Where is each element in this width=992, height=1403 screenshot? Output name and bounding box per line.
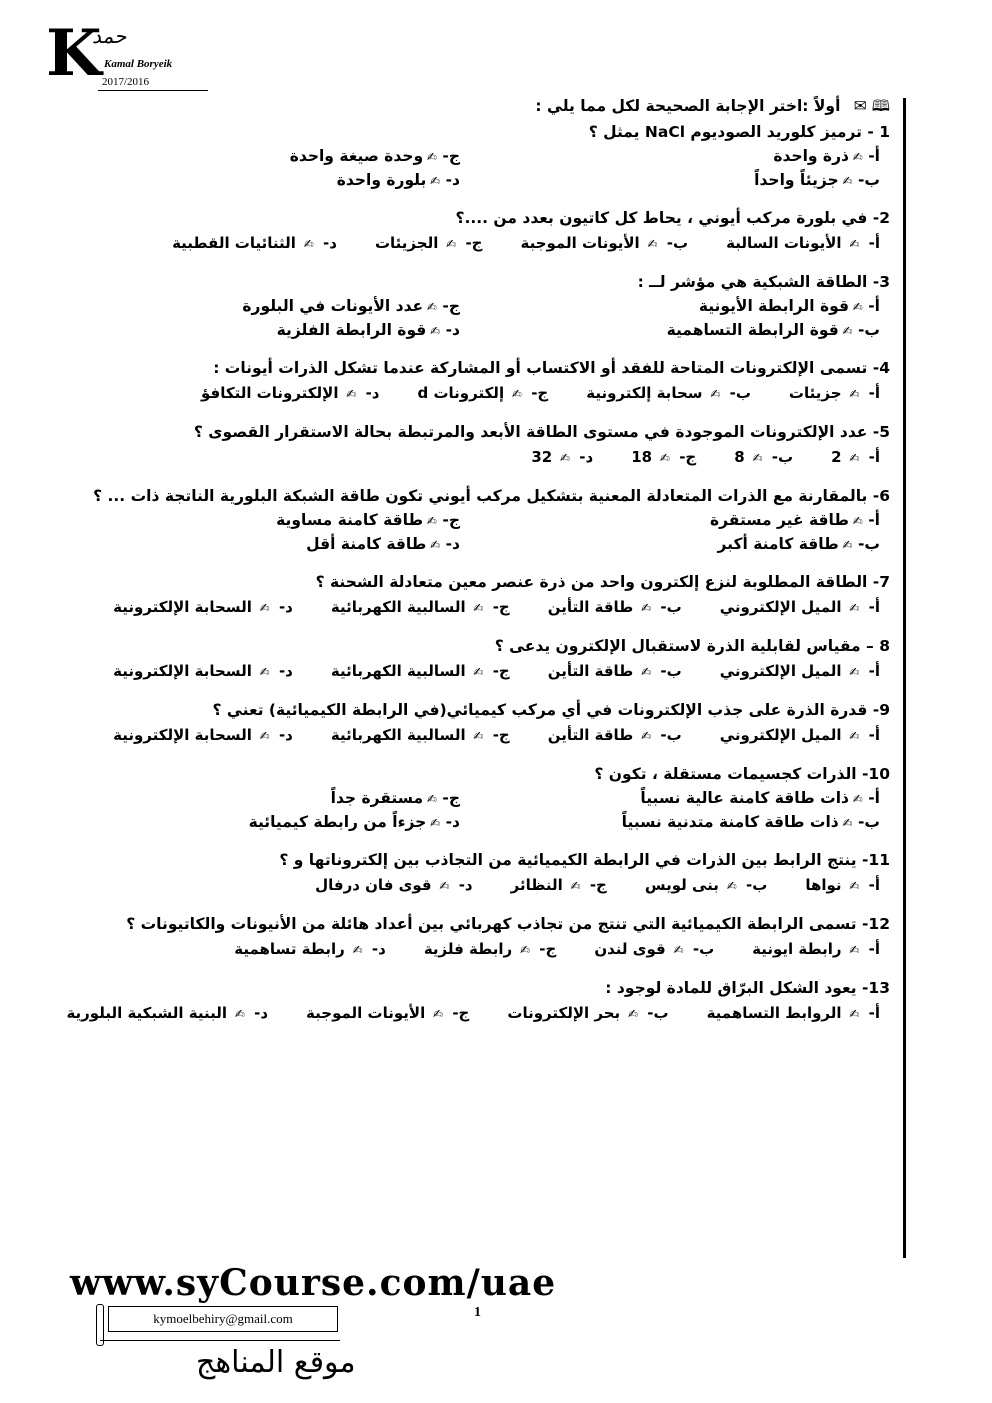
- choice-text: قوة الرابطة الأيونية: [698, 297, 849, 315]
- pen-icon: ✍: [845, 665, 860, 679]
- question-stem: 13- يعود الشكل البرّاق للمادة لوجود :: [605, 979, 890, 997]
- choice-letter: ج-: [487, 598, 510, 616]
- choice-text: طاقة كامنة أقل: [306, 535, 427, 553]
- choice-line: [90, 594, 890, 620]
- question-stem: 12- تسمى الرابطة الكيميائية التي تنتج من تجاذب كهربائي بين أعداد هائلة من الأنيونات والكاتيونات ؟: [126, 915, 890, 933]
- choice-letter: ب-: [852, 321, 880, 339]
- choice-text: طاقة التأين: [547, 598, 634, 616]
- pen-icon: ✍: [706, 387, 721, 401]
- choice-letter: أ-: [863, 384, 880, 402]
- answer-choice: [109, 726, 293, 744]
- choice-row: [90, 294, 890, 318]
- pen-icon: ✍: [848, 300, 863, 314]
- question-stem: 5- عدد الإلكترونات الموجودة في مستوى الطاقة الأبعد والمرتبطة بحالة الاستقرار القصوى ؟: [193, 423, 890, 441]
- author-email: kymoelbehiry@gmail.com: [108, 1306, 338, 1332]
- choice-text: جزءاً من رابطة كيميائية: [248, 813, 427, 831]
- pen-icon: ✍: [643, 237, 658, 251]
- answer-choice: [785, 384, 880, 402]
- choice-line: [90, 872, 890, 898]
- pen-icon: ✍: [426, 538, 441, 552]
- pen-icon: ✍: [637, 601, 652, 615]
- choice-text: السالبية الكهربائية: [330, 726, 466, 744]
- answer-choice: [109, 662, 293, 680]
- choice-letter: ب-: [852, 813, 880, 831]
- pen-icon: ✍: [722, 879, 737, 893]
- choice-line: [90, 722, 890, 748]
- choice-letter: د-: [273, 598, 293, 616]
- choice-text: الميل الإلكتروني: [719, 662, 842, 680]
- question-10: [90, 762, 890, 834]
- choice-letter: د-: [440, 321, 460, 339]
- choice-letter: أ-: [863, 876, 880, 894]
- answer-choice: [544, 598, 682, 616]
- answer-choice: [90, 294, 490, 318]
- question-5: [90, 420, 890, 470]
- pen-icon: ✍: [838, 538, 853, 552]
- choice-letter: ج-: [487, 726, 510, 744]
- pen-icon: ✍: [348, 943, 363, 957]
- choice-text: البنية الشبكية البلورية: [66, 1004, 228, 1022]
- choice-letter: د-: [366, 940, 386, 958]
- choice-text: سحابة إلكترونية: [586, 384, 703, 402]
- pen-icon: ✍: [469, 729, 484, 743]
- choice-text: بنى لويس: [644, 876, 719, 894]
- choice-letter: د-: [273, 726, 293, 744]
- choice-text: 2: [831, 448, 842, 466]
- pen-icon: ✍: [423, 300, 437, 314]
- choice-line: [90, 936, 890, 962]
- answer-choice: [327, 726, 510, 744]
- choice-line: [66, 1000, 890, 1026]
- watermark-url: www.syCourse.com/uae: [70, 1262, 557, 1304]
- choice-letter: ب-: [655, 726, 682, 744]
- pen-icon: ✍: [231, 1007, 245, 1021]
- choice-text: الأيونات الموجبة: [520, 234, 640, 252]
- choice-line: [90, 658, 890, 684]
- answer-choice: [716, 662, 880, 680]
- pen-icon: ✍: [442, 237, 457, 251]
- question-6: [90, 484, 890, 556]
- answer-choice: [716, 598, 880, 616]
- answer-choice: [748, 940, 880, 958]
- question-stem: 1 - ترميز كلوريد الصوديوم NaCl يمثل ؟: [588, 123, 890, 141]
- pen-icon: ✍: [838, 174, 853, 188]
- choice-text: ذرة واحدة: [773, 147, 849, 165]
- choice-text: قوة الرابطة الفلزية: [276, 321, 427, 339]
- choice-text: 32: [531, 448, 553, 466]
- pen-icon: ✍: [848, 792, 863, 806]
- answer-choice: [582, 384, 751, 402]
- pen-icon: ✍: [845, 729, 860, 743]
- worksheet: [66, 92, 890, 1026]
- choice-letter: أ-: [862, 511, 880, 529]
- choice-text: قوى فان درفال: [315, 876, 432, 894]
- choice-row: [90, 508, 890, 532]
- answer-choice: [109, 598, 293, 616]
- answer-choice: [507, 876, 607, 894]
- question-list: [66, 120, 890, 1026]
- answer-choice: [490, 786, 890, 810]
- choice-letter: ب-: [655, 598, 682, 616]
- answer-choice: [490, 508, 890, 532]
- pen-icon: ✍: [838, 816, 853, 830]
- choice-text: بلورة واحدة: [336, 171, 427, 189]
- school-year: 2017/2016: [102, 76, 150, 88]
- pen-icon: ✍: [469, 601, 484, 615]
- choice-letter: أ-: [863, 940, 880, 958]
- question-2: [90, 206, 890, 256]
- answer-choice: [641, 876, 767, 894]
- choice-letter: ب-: [724, 384, 751, 402]
- answer-choice: [716, 726, 880, 744]
- pen-icon: ✍: [637, 665, 652, 679]
- answer-choice: [414, 384, 549, 402]
- answer-choice: [627, 448, 696, 466]
- choice-letter: د-: [574, 448, 594, 466]
- choice-letter: ج-: [487, 662, 510, 680]
- question-12: [90, 912, 890, 962]
- answer-choice: [730, 448, 793, 466]
- pen-icon: ✍: [845, 601, 860, 615]
- pen-icon: ✍: [426, 324, 441, 338]
- page-number: 1: [474, 1305, 481, 1320]
- answer-choice: [197, 384, 380, 402]
- choice-text: مستقرة جداً: [330, 789, 424, 807]
- choice-row: [90, 168, 890, 192]
- answer-choice: [490, 168, 890, 192]
- choice-text: الأيونات السالبة: [726, 234, 842, 252]
- choice-letter: ج-: [460, 234, 483, 252]
- answer-choice: [517, 234, 689, 252]
- choice-letter: د-: [440, 535, 460, 553]
- choice-text: عدد الأيونات في البلورة: [242, 297, 424, 315]
- choice-row: [90, 144, 890, 168]
- pen-icon: ✍: [516, 943, 531, 957]
- pen-icon: ✍: [848, 514, 863, 528]
- choice-letter: ب-: [852, 171, 880, 189]
- choice-letter: ب-: [687, 940, 715, 958]
- question-stem: 4- تسمى الإلكترونات المتاحة للفقد أو الاكتساب أو المشاركة عندما تشكل الذرات أيونات :: [213, 359, 890, 377]
- answer-choice: [827, 448, 880, 466]
- logo-letter: K: [46, 16, 102, 91]
- section-title: أولاً :اختر الإجابة الصحيحة لكل مما يلي :: [535, 97, 841, 115]
- choice-text: إلكترونات d: [417, 384, 505, 402]
- choice-text: ذات طاقة كامنة متدنية نسبياً: [621, 813, 839, 831]
- answer-choice: [90, 168, 490, 192]
- question-stem: 8 – مقياس لقابلية الذرة لاستقبال الإلكترون يدعى ؟: [494, 637, 890, 655]
- question-7: [90, 570, 890, 620]
- choice-letter: د-: [248, 1004, 269, 1022]
- pen-icon: ✍: [299, 237, 314, 251]
- answer-choice: [590, 940, 714, 958]
- pen-icon: ✍: [423, 792, 437, 806]
- choice-row: [90, 318, 890, 342]
- answer-choice: [722, 234, 880, 252]
- choice-text: قوة الرابطة التساهمية: [666, 321, 839, 339]
- choice-letter: أ-: [863, 726, 880, 744]
- choice-letter: د-: [273, 662, 293, 680]
- choice-letter: أ-: [863, 234, 880, 252]
- answer-choice: [490, 532, 890, 556]
- choice-text: جزيئات: [788, 384, 842, 402]
- pen-icon: ✍: [423, 150, 437, 164]
- logo-signature: حمد: [92, 24, 127, 48]
- choice-text: طاقة كامنة مساوية: [276, 511, 424, 529]
- choice-letter: ج-: [673, 448, 697, 466]
- choice-text: الإلكترونات التكافؤ: [200, 384, 339, 402]
- choice-text: طاقة التأين: [547, 726, 634, 744]
- choice-letter: ب-: [642, 1004, 669, 1022]
- choice-letter: أ-: [862, 147, 880, 165]
- choice-letter: ب-: [766, 448, 794, 466]
- scroll-ornament-line: [100, 1340, 340, 1341]
- choice-line: [90, 380, 890, 406]
- pen-icon: ✍: [838, 324, 853, 338]
- pen-icon: ✍: [255, 665, 270, 679]
- answer-choice: [490, 294, 890, 318]
- choice-letter: ج-: [436, 147, 460, 165]
- choice-text: ذات طاقة كامنة عالية نسبياً: [640, 789, 849, 807]
- choice-line: [90, 444, 890, 470]
- answer-choice: [490, 810, 890, 834]
- answer-choice: [327, 598, 510, 616]
- book-mail-icon: 🕮 ✉: [853, 97, 890, 115]
- choice-letter: ج-: [436, 789, 460, 807]
- choice-letter: ج-: [447, 1004, 470, 1022]
- choice-letter: ب-: [740, 876, 768, 894]
- answer-choice: [420, 940, 557, 958]
- choice-text: السالبية الكهربائية: [330, 598, 466, 616]
- answer-choice: [544, 662, 682, 680]
- answer-choice: [90, 786, 490, 810]
- answer-choice: [490, 318, 890, 342]
- choice-text: السحابة الإلكترونية: [113, 662, 252, 680]
- pen-icon: ✍: [508, 387, 522, 401]
- choice-text: النظائر: [510, 876, 563, 894]
- choice-text: الجزيئات: [374, 234, 439, 252]
- choice-row: [90, 810, 890, 834]
- question-stem: 10- الذرات كجسيمات مستقلة ، تكون ؟: [594, 765, 890, 783]
- author-name: Kamal Boryeik: [104, 58, 173, 70]
- choice-text: السحابة الإلكترونية: [113, 726, 252, 744]
- question-4: [90, 356, 890, 406]
- pen-icon: ✍: [845, 879, 860, 893]
- choice-text: رابطة ايونية: [752, 940, 842, 958]
- choice-text: رابطة فلزية: [423, 940, 513, 958]
- choice-text: السحابة الإلكترونية: [113, 598, 252, 616]
- question-stem: 2- في بلورة مركب أيوني ، يحاط كل كاتيون بعدد من ....؟: [455, 209, 890, 227]
- choice-letter: د-: [360, 384, 380, 402]
- pen-icon: ✍: [429, 1007, 444, 1021]
- question-stem: 6- بالمقارنة مع الذرات المتعادلة المعنية بتشكيل مركب أيوني تكون طاقة الشبكة البلورية الناتجة ذات ... ؟: [93, 487, 890, 505]
- choice-letter: ج-: [534, 940, 557, 958]
- choice-row: [90, 786, 890, 810]
- answer-choice: [371, 234, 483, 252]
- choice-letter: أ-: [862, 297, 880, 315]
- question-8: [90, 634, 890, 684]
- choice-text: طاقة كامنة أكبر: [717, 535, 839, 553]
- answer-choice: [801, 876, 880, 894]
- choice-row: [90, 532, 890, 556]
- choice-letter: أ-: [863, 598, 880, 616]
- pen-icon: ✍: [656, 451, 670, 465]
- pen-icon: ✍: [556, 451, 571, 465]
- choice-text: نواها: [805, 876, 842, 894]
- site-name: موقع المناهج: [196, 1345, 356, 1380]
- pen-icon: ✍: [848, 150, 863, 164]
- question-stem: 11- ينتج الرابط بين الذرات في الرابطة الكيميائية من التجاذب بين إلكتروناتها و ؟: [279, 851, 890, 869]
- choice-letter: أ-: [863, 1004, 880, 1022]
- answer-choice: [490, 144, 890, 168]
- question-11: [90, 848, 890, 898]
- answer-choice: [90, 810, 490, 834]
- pen-icon: ✍: [748, 451, 763, 465]
- choice-text: وحدة صيغة واحدة: [289, 147, 424, 165]
- question-9: [90, 698, 890, 748]
- choice-text: طاقة التأين: [547, 662, 634, 680]
- answer-choice: [62, 1004, 268, 1022]
- margin-bar: [903, 98, 906, 1258]
- question-3: [90, 270, 890, 342]
- choice-letter: ب-: [655, 662, 682, 680]
- answer-choice: [302, 1004, 469, 1022]
- choice-letter: أ-: [862, 789, 880, 807]
- pen-icon: ✍: [845, 451, 860, 465]
- choice-text: الميل الإلكتروني: [719, 598, 842, 616]
- choice-letter: ب-: [661, 234, 689, 252]
- answer-choice: [327, 662, 510, 680]
- pen-icon: ✍: [435, 879, 450, 893]
- answer-choice: [230, 940, 386, 958]
- answer-choice: [90, 508, 490, 532]
- choice-letter: د-: [440, 171, 460, 189]
- pen-icon: ✍: [469, 665, 484, 679]
- choice-letter: ج-: [436, 511, 460, 529]
- pen-icon: ✍: [255, 729, 270, 743]
- pen-icon: ✍: [255, 601, 270, 615]
- choice-text: الروابط التساهمية: [706, 1004, 842, 1022]
- choice-text: 18: [631, 448, 653, 466]
- pen-icon: ✍: [426, 174, 441, 188]
- pen-icon: ✍: [342, 387, 357, 401]
- choice-text: جزيئاً واحداً: [754, 171, 839, 189]
- answer-choice: [544, 726, 682, 744]
- answer-choice: [168, 234, 337, 252]
- question-13: [66, 976, 890, 1026]
- choice-text: رابطة تساهمية: [234, 940, 345, 958]
- choice-letter: ب-: [852, 535, 880, 553]
- choice-text: 8: [734, 448, 745, 466]
- choice-letter: ج-: [525, 384, 549, 402]
- pen-icon: ✍: [845, 387, 860, 401]
- choice-letter: أ-: [863, 448, 880, 466]
- pen-icon: ✍: [624, 1007, 639, 1021]
- choice-text: الأيونات الموجبة: [306, 1004, 426, 1022]
- choice-text: السالبية الكهربائية: [330, 662, 466, 680]
- choice-letter: د-: [453, 876, 473, 894]
- answer-choice: [311, 876, 473, 894]
- answer-choice: [703, 1004, 880, 1022]
- answer-choice: [90, 144, 490, 168]
- pen-icon: ✍: [566, 879, 581, 893]
- question-stem: 7- الطاقة المطلوبة لنزع إلكترون واحد من ذرة عنصر معين متعادلة الشحنة ؟: [315, 573, 890, 591]
- pen-icon: ✍: [845, 943, 860, 957]
- choice-text: بحر الإلكترونات: [507, 1004, 621, 1022]
- answer-choice: [527, 448, 593, 466]
- choice-letter: ج-: [436, 297, 460, 315]
- logo-underline: [98, 90, 208, 91]
- question-stem: 3- الطاقة الشبكية هي مؤشر لــ :: [637, 273, 890, 291]
- pen-icon: ✍: [669, 943, 684, 957]
- pen-icon: ✍: [637, 729, 652, 743]
- pen-icon: ✍: [845, 1007, 860, 1021]
- pen-icon: ✍: [426, 816, 441, 830]
- section-header: [90, 92, 890, 120]
- choice-letter: ج-: [584, 876, 607, 894]
- pen-icon: ✍: [845, 237, 860, 251]
- author-logo: [40, 18, 180, 98]
- answer-choice: [90, 318, 490, 342]
- question-stem: 9- قدرة الذرة على جذب الإلكترونات في أي مركب كيميائي(في الرابطة الكيميائية) تعني ؟: [212, 701, 890, 719]
- choice-text: الثنائيات القطبية: [172, 234, 296, 252]
- choice-letter: أ-: [863, 662, 880, 680]
- pen-icon: ✍: [423, 514, 437, 528]
- choice-text: قوى لندن: [594, 940, 666, 958]
- answer-choice: [90, 532, 490, 556]
- question-1: [90, 120, 890, 192]
- choice-letter: د-: [317, 234, 337, 252]
- choice-letter: د-: [440, 813, 460, 831]
- answer-choice: [503, 1004, 668, 1022]
- choice-text: طاقة غير مستقرة: [710, 511, 849, 529]
- choice-line: [90, 230, 890, 256]
- choice-text: الميل الإلكتروني: [719, 726, 842, 744]
